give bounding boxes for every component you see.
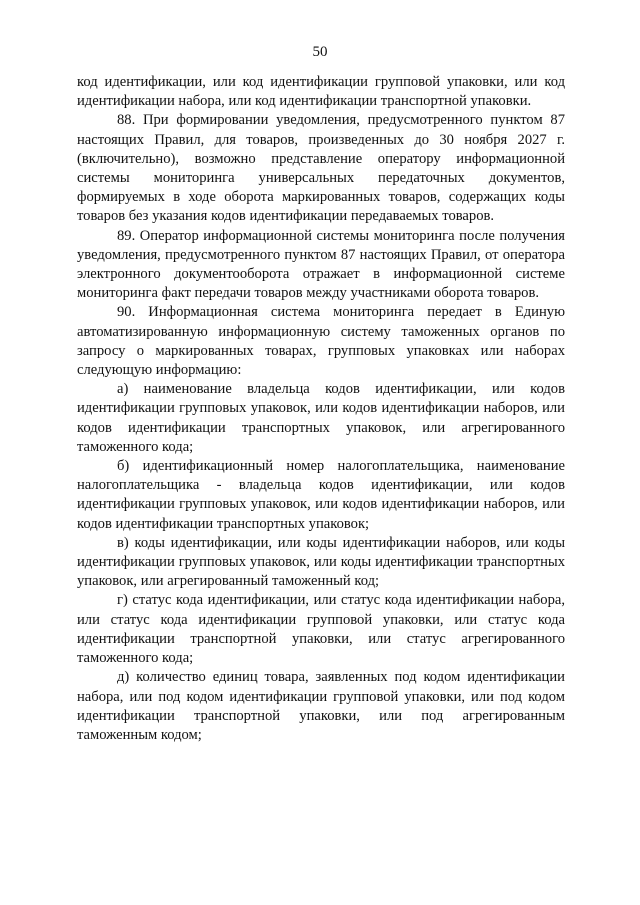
list-item-b: б) идентификационный номер налогоплательщика, наименование налогоплательщика - владельца кодов идентификации, или кодов идентификации групповых упаковок, или кодов идентификации наборов, или кодов идентификации транспортных упаковок;	[77, 458, 565, 532]
paragraph-89: 89. Оператор информационной системы мониторинга после получения уведомления, предусмотренного пунктом 87 настоящих Правил, от оператора электронного документооборота отражает в информационной системе мониторинга факт передачи товаров между участниками оборота товаров.	[77, 227, 565, 302]
paragraph-88: 88. При формировании уведомления, предусмотренного пунктом 87 настоящих Правил, для товаров, произведенных до 30 ноября 2027 г. (включительно), возможно представление оператору информационной системы мониторинга универсальных передаточных документов, формируемых в ходе оборота маркированных товаров, содержащих коды товаров без указания кодов идентификации передаваемых товаров.	[77, 112, 565, 225]
list-item-a: а) наименование владельца кодов идентификации, или кодов идентификации групповых упаковок, или кодов идентификации наборов, или кодов идентификации транспортных упаковок, или агрегированного таможенного кода;	[77, 381, 565, 455]
list-item-d: д) количество единиц товара, заявленных под кодом идентификации набора, или под кодом идентификации групповой упаковки, или под кодом идентификации транспортной упаковки, или под агрегированным таможенным кодом;	[77, 669, 565, 743]
page-number: 50	[312, 44, 328, 60]
list-item-g: г) статус кода идентификации, или статус кода идентификации набора, или статус кода идентификации групповой упаковки, или статус кода идентификации транспортной упаковки, или статус агрегированного таможенного кода;	[77, 592, 565, 667]
document-body	[77, 73, 565, 745]
list-item-v: в) коды идентификации, или коды идентификации наборов, или коды идентификации групповых упаковок, или коды идентификации транспортных упаковок, или агрегированный таможенный код;	[77, 534, 565, 590]
paragraph-continuation: код идентификации, или код идентификации групповой упаковки, или код идентификации набора, или код идентификации транспортной упаковки.	[77, 74, 565, 110]
paragraph-90: 90. Информационная система мониторинга передает в Единую автоматизированную информационную систему таможенных органов по запросу о маркированных товарах, групповых упаковках или наборах следующую информацию:	[77, 304, 565, 379]
